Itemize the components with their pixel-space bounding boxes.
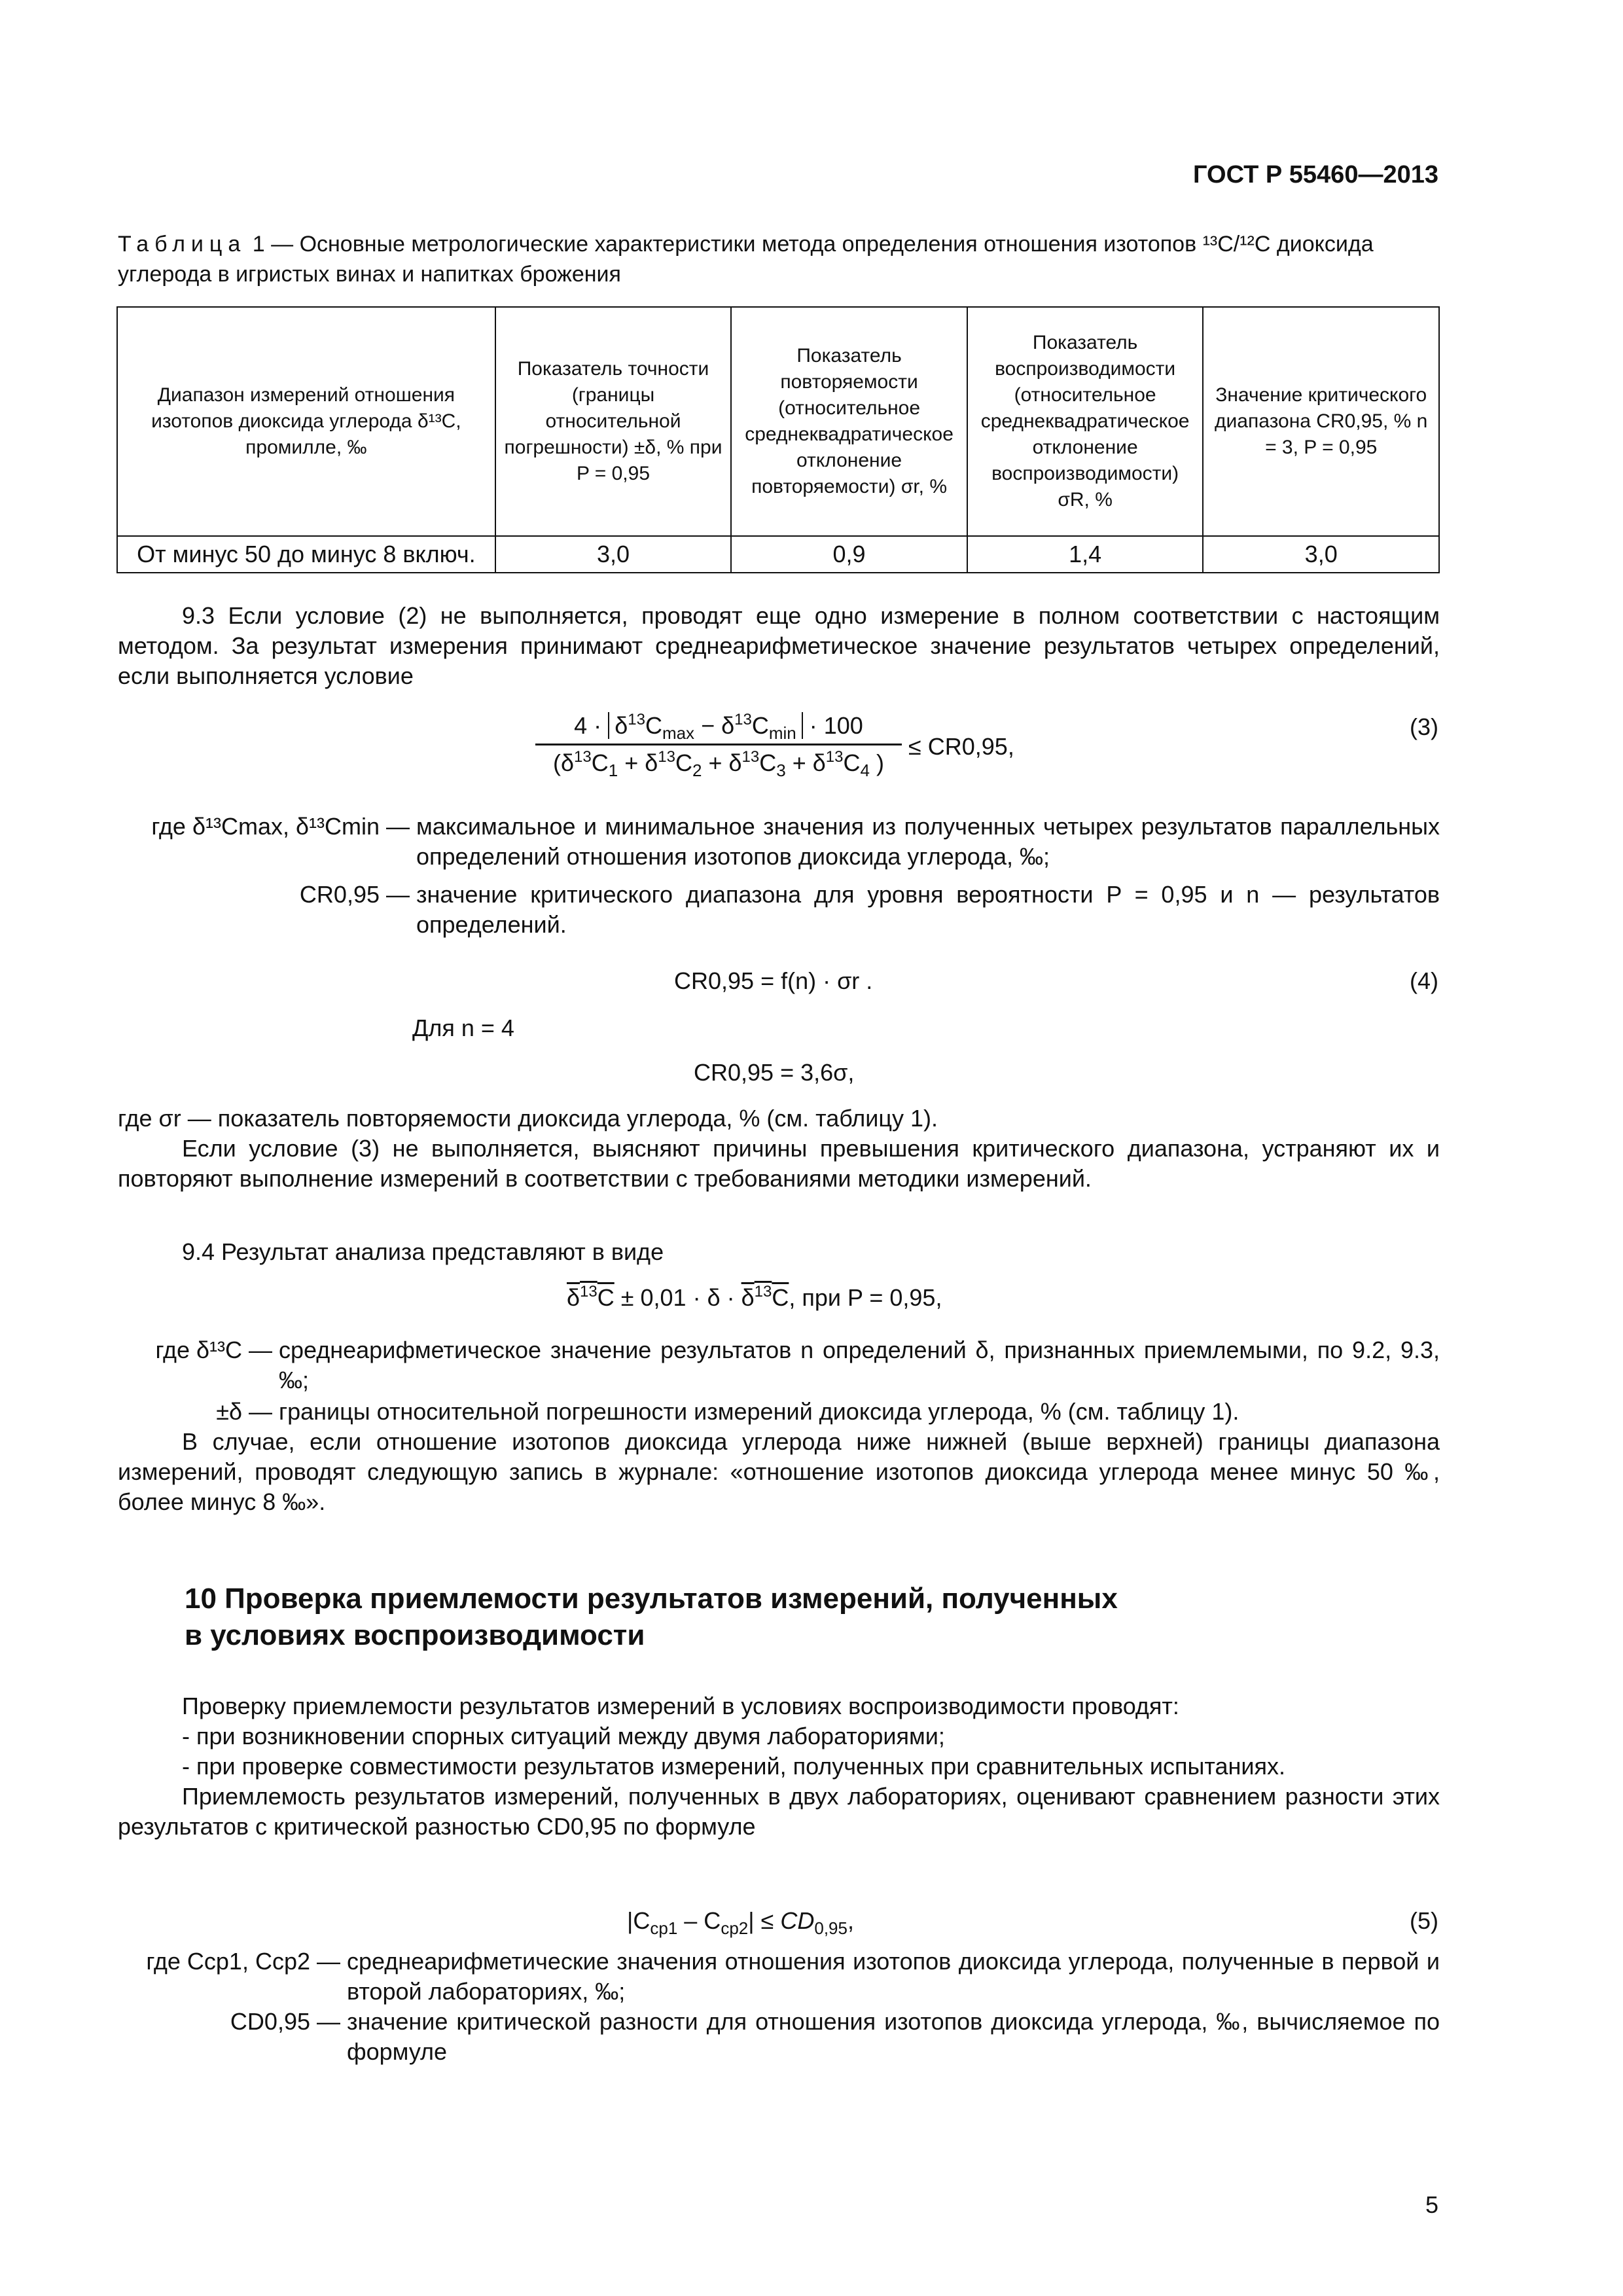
table-header-row bbox=[117, 307, 1439, 536]
formula-5: $|C_{ср1} - C_{ср2}| \le CD_{0,95}$, bbox=[627, 1907, 854, 1938]
paragraph-text: Проверку приемлемости результатов измерений в условиях воспроизводимости проводят: bbox=[182, 1693, 1179, 1719]
formula-3-multiplier: · 100 bbox=[809, 712, 863, 739]
table-caption-text: 1 — Основные метрологические характеристики метода определения отношения изотопов ¹³C/¹²C диоксида углерода в игристых винах и напитках брожения bbox=[118, 232, 1374, 287]
where-term: CD0,95 — bbox=[230, 2008, 340, 2035]
paragraph-text: 9.4 Результат анализа представляют в виде bbox=[182, 1238, 664, 1265]
for-n-label: Для n = 4 bbox=[412, 1014, 514, 1041]
where-description: значение критического диапазона для уровня вероятности P = 0,95 и n — результатов определений. bbox=[416, 881, 1440, 938]
section-10-heading bbox=[185, 1581, 1118, 1654]
paragraph-text: Приемлемость результатов измерений, полученных в двух лабораториях, оценивают сравнением разности этих результатов с критической разностью CD0,95 по формуле bbox=[118, 1783, 1440, 1840]
table-header-cell: Показатель воспроизводимости (относительное среднеквадратическое отклонение воспроизводимости) σR, % bbox=[967, 307, 1204, 536]
section-10-body bbox=[118, 1691, 1440, 1842]
paragraph-text: В случае, если отношение изотопов диоксида углерода ниже нижней (выше верхней) границы диапазона измерений, проводят следующую запись в журнале: «отношение изотопов диоксида углерода менее минус 50 ‰, более минус 8 ‰». bbox=[118, 1428, 1440, 1515]
paragraph-text: Если условие (3) не выполняется, выясняют причины превышения критического диапазона, устраняют их и повторяют выполнение измерений в соответствии с требованиями методики измерений. bbox=[118, 1135, 1440, 1192]
section-9-4-case bbox=[118, 1427, 1440, 1517]
table-caption-word: Таблица bbox=[118, 232, 247, 257]
section-9-4-paragraph bbox=[118, 1237, 1440, 1267]
formula-4: CR0,95 = f(n) · σr . bbox=[674, 967, 873, 994]
standard-number: ГОСТ Р 55460—2013 bbox=[1193, 161, 1438, 188]
equation-number-5: (5) bbox=[1410, 1907, 1438, 1934]
heading-line: в условиях воспроизводимости bbox=[185, 1619, 645, 1651]
section-9-3-paragraph bbox=[118, 601, 1440, 691]
result-formula: $\delta^{13}C \pm 0,01 \cdot \delta \cdot \delta^{13}C$, при P = 0,95, bbox=[567, 1283, 942, 1311]
table-header-cell: Показатель точности (границы относительной погрешности) ±δ, % при P = 0,95 bbox=[495, 307, 732, 536]
table-cell: 3,0 bbox=[1203, 536, 1439, 573]
formula-3-denominator: ($\delta^{13}C_1 + \delta^{13}C_2 + \delta^{13}C_3 + \delta^{13}C_4$ ) bbox=[553, 748, 884, 780]
result-formula-condition: при P = 0,95, bbox=[802, 1284, 942, 1311]
where-term: где Cср1, Cср2 — bbox=[146, 1948, 340, 1975]
bullet-item: - при возникновении спорных ситуаций между двумя лабораториями; bbox=[182, 1723, 945, 1749]
where-description: границы относительной погрешности измерений диоксида углерода, % (см. таблицу 1). bbox=[279, 1398, 1240, 1425]
table-cell: От минус 50 до минус 8 включ. bbox=[117, 536, 495, 573]
formula-3-rhs: ≤ CR0,95, bbox=[908, 733, 1014, 760]
table-row bbox=[117, 536, 1439, 573]
where-term: где δ¹³C — bbox=[155, 1336, 272, 1363]
where-term: где δ¹³Cmax, δ¹³Cmin — bbox=[151, 813, 410, 840]
where-description: максимальное и минимальное значения из полученных четырех результатов параллельных определений отношения изотопов диоксида углерода, ‰; bbox=[416, 813, 1440, 870]
formula-3-numerator: $4 \cdot \delta^{13}C_{max} - \delta^{13}C_{min} \cdot 100$ bbox=[535, 712, 902, 745]
heading-line: 10 Проверка приемлемости результатов измерений, полученных bbox=[185, 1583, 1118, 1615]
table-caption bbox=[118, 229, 1436, 289]
table-cell: 3,0 bbox=[495, 536, 732, 573]
equation-number-4: (4) bbox=[1410, 967, 1438, 994]
formula-4b: CR0,95 = 3,6σ, bbox=[694, 1059, 855, 1086]
where-description: среднеарифметическое значение результатов n определений δ, признанных приемлемыми, по 9.2, 9.3, ‰; bbox=[279, 1336, 1440, 1393]
equation-number-3: (3) bbox=[1410, 713, 1438, 740]
table-cell: 0,9 bbox=[731, 536, 967, 573]
where-term: ±δ — bbox=[216, 1398, 272, 1425]
formula-3 bbox=[535, 711, 902, 780]
where-term: CR0,95 — bbox=[299, 881, 410, 908]
paragraph-text: 9.3 Если условие (2) не выполняется, проводят еще одно измерение в полном соответствии с настоящим методом. За результат измерения принимают среднеарифметическое значение результатов четырех определений, если выполняется условие bbox=[118, 602, 1440, 689]
section-9-3-tail bbox=[118, 1103, 1440, 1194]
bullet-item: - при проверке совместимости результатов измерений, полученных при сравнительных испытаниях. bbox=[182, 1753, 1286, 1780]
table-header-cell: Диапазон измерений отношения изотопов диоксида углерода δ¹³C, промилле, ‰ bbox=[117, 307, 495, 536]
where-description: значение критической разности для отношения изотопов диоксида углерода, ‰, вычисляемое по формуле bbox=[347, 2008, 1440, 2065]
page-number: 5 bbox=[1425, 2191, 1438, 2218]
table-header-cell: Значение критического диапазона CR0,95, % n = 3, P = 0,95 bbox=[1203, 307, 1439, 536]
table-cell: 1,4 bbox=[967, 536, 1204, 573]
where-sigma-line: где σr — показатель повторяемости диоксида углерода, % (см. таблицу 1). bbox=[118, 1105, 938, 1132]
metrology-table bbox=[116, 306, 1440, 573]
where-description: среднеарифметические значения отношения изотопов диоксида углерода, полученные в первой и второй лабораториях, ‰; bbox=[347, 1948, 1440, 2005]
table-header-cell: Показатель повторяемости (относительное среднеквадратическое отклонение повторяемости) σr, % bbox=[731, 307, 967, 536]
formula-3-factor: 4 · bbox=[574, 712, 602, 739]
